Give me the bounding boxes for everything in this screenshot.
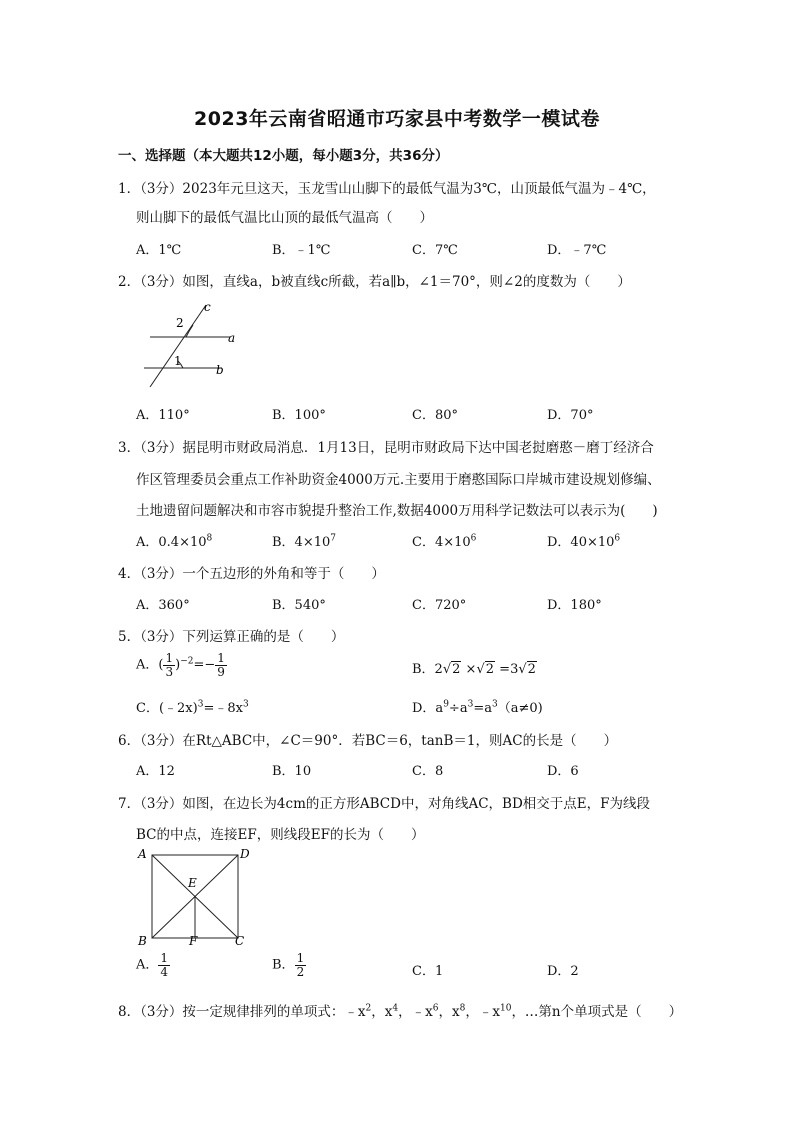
q2-option-a: A．110° — [136, 408, 190, 423]
q5-line1: 5．（3分）下列运算正确的是（ ） — [118, 629, 345, 645]
q6-line1: 6．（3分）在Rt△ABC中，∠C＝90°．若BC＝6，tanB＝1，则AC的长是（ ） — [118, 733, 618, 749]
q6-option-b: B．10 — [272, 764, 312, 779]
q5-option-a: A．( $\frac{1}{3}$ )$^{-2}$=− $\frac{1}{9}$ — [136, 651, 225, 679]
q7-line2: BC的中点，连接EF，则线段EF的长为（ ） — [136, 827, 425, 843]
q7-option-c: C．1 — [412, 964, 444, 979]
q7-line1: 7．（3分）如图，在边长为4cm的正方形ABCD中，对角线AC，BD相交于点E，F为线段 — [118, 796, 650, 812]
label-C: C — [235, 934, 245, 948]
q2-option-c: C．80° — [412, 408, 458, 423]
q6-option-a: A．12 — [136, 764, 175, 779]
label-A: A — [138, 847, 147, 861]
q1-line2: 则山脚下的最低气温比山顶的最低气温高（ ） — [136, 210, 433, 226]
label-E: E — [188, 876, 197, 890]
q4-option-d: D．180° — [547, 598, 602, 613]
q2-line1: 2．（3分）如图，直线a，b被直线c所截，若a∥b，∠1＝70°，则∠2的度数为（ ） — [118, 274, 631, 290]
label-b: b — [216, 363, 224, 377]
q1-option-b: B．﹣1℃ — [272, 243, 331, 258]
q3-line1: 3．（3分）据昆明市财政局消息．1月13日，昆明市财政局下达中国老挝磨憨－磨丁经济合 — [118, 440, 654, 456]
q3-option-b: B．$4\times 10^7$ — [272, 533, 336, 550]
label-B: B — [138, 934, 147, 948]
label-F: F — [189, 934, 198, 948]
q1-option-d: D．﹣7℃ — [547, 243, 607, 258]
angle2-arc — [186, 325, 193, 337]
page-title: 2023年云南省昭通市巧家县中考数学一模试卷 — [194, 108, 600, 130]
q1-line1: 1．（3分）2023年元旦这天，玉龙雪山山脚下的最低气温为3℃，山顶最低气温为﹣4℃， — [118, 181, 656, 197]
q5-option-d: D．$a^9\div a^3=a^3(a\ne 0)$ — [412, 699, 543, 716]
q1-option-c: C．7℃ — [412, 243, 458, 258]
q1-option-a: A．1℃ — [136, 243, 182, 258]
q7-option-b: B． $\frac{1}{2}$ — [272, 951, 305, 979]
q5-option-c: C．$(﹣2x)^3=﹣8x^3$ — [136, 699, 249, 716]
q8-line1: 8．（3分）按一定规律排列的单项式：$﹣x^2$，$x^4$，$﹣x^6$，$x^8$，$﹣x^{10}$，…第n个单项式是（ ） — [118, 1003, 683, 1020]
q4-option-b: B．540° — [272, 598, 326, 613]
q2-figure — [134, 297, 254, 392]
label-a: a — [228, 331, 236, 345]
label-D: D — [240, 847, 250, 861]
q3-option-d: D．$40\times 10^6$ — [547, 533, 621, 550]
q4-option-c: C．720° — [412, 598, 467, 613]
label-angle2: 2 — [176, 316, 184, 330]
q6-option-d: D．6 — [547, 764, 579, 779]
q7-figure — [134, 845, 259, 950]
q7-option-d: D．2 — [547, 964, 579, 979]
section-heading: 一、选择题（本大题共12小题，每小题3分，共36分） — [118, 148, 449, 164]
q3-line2: 作区管理委员会重点工作补助资金4000万元.主要用于磨憨国际口岸城市建设规划修编、 — [136, 472, 661, 488]
q7-option-a: A． $\frac{1}{4}$ — [136, 951, 169, 979]
q5-option-b: B．2√2 ×√2 =3√2 — [412, 662, 536, 677]
q4-option-a: A．360° — [136, 598, 190, 613]
q4-line1: 4．（3分）一个五边形的外角和等于（ ） — [118, 566, 385, 582]
q3-line3: 土地遗留问题解决和市容市貌提升整治工作,数据4000万用科学记数法可以表示为( ) — [136, 503, 658, 519]
label-c: c — [204, 300, 211, 314]
q3-option-c: C．$4\times 10^6$ — [412, 533, 477, 550]
q3-option-a: A．$0.4\times 10^8$ — [136, 533, 213, 550]
q6-option-c: C．8 — [412, 764, 444, 779]
q2-option-b: B．100° — [272, 408, 326, 423]
q2-option-d: D．70° — [547, 408, 594, 423]
label-angle1: 1 — [174, 354, 182, 368]
